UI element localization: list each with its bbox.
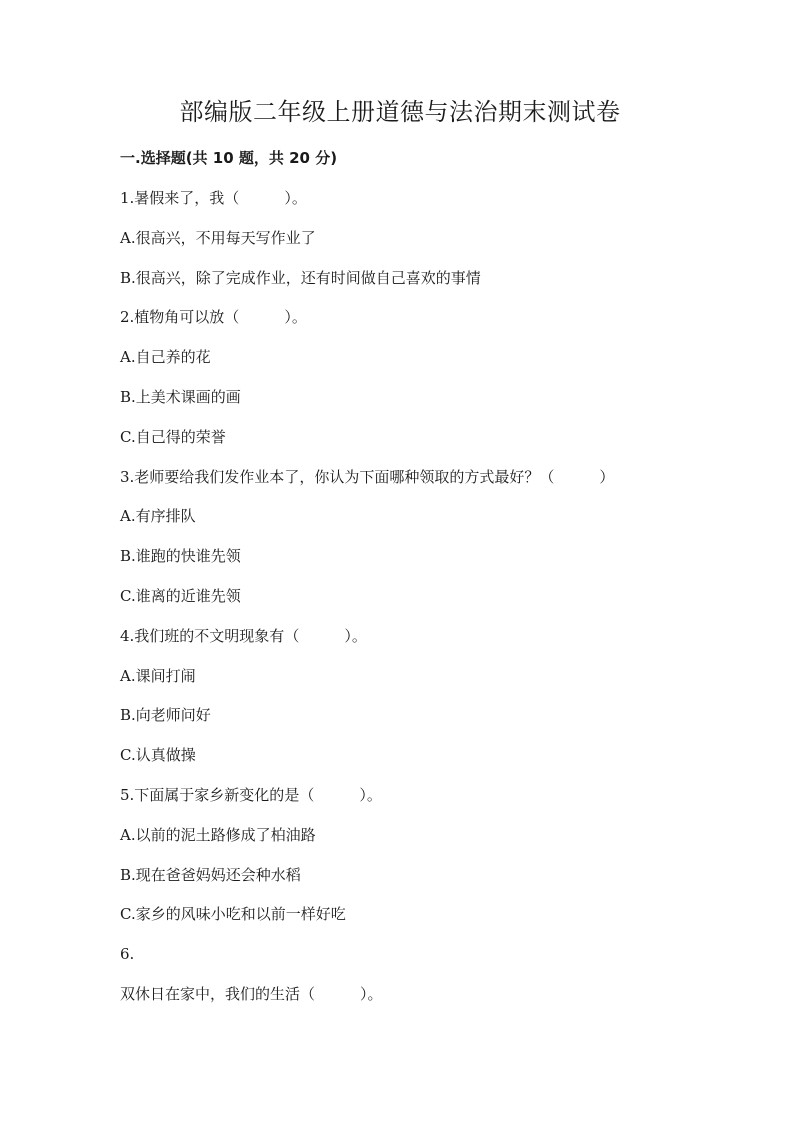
- question-2-option-b: B.上美术课画的画: [120, 387, 241, 406]
- section-heading: 一.选择题(共 10 题，共 20 分): [120, 149, 338, 167]
- question-3-text: 3.老师要给我们发作业本了，你认为下面哪种领取的方式最好？（ ）: [120, 467, 615, 486]
- question-2-option-c: C.自己得的荣誉: [120, 427, 226, 446]
- question-4-option-c: C.认真做操: [120, 746, 196, 765]
- question-6-number: 6.: [120, 945, 135, 964]
- question-3-option-c: C.谁离的近谁先领: [120, 586, 241, 605]
- question-5-option-a: A.以前的泥土路修成了柏油路: [120, 825, 316, 844]
- question-3-option-b: B.谁跑的快谁先领: [120, 547, 241, 566]
- question-1-text: 1.暑假来了，我（ ）。: [120, 189, 307, 207]
- question-4-option-a: A.课间打闹: [120, 666, 196, 685]
- question-2-text: 2.植物角可以放（ ）。: [120, 308, 307, 327]
- question-3-option-a: A.有序排队: [120, 507, 196, 526]
- question-6-text: 双休日在家中，我们的生活（ ）。: [120, 984, 383, 1003]
- question-list: [120, 186, 700, 1022]
- question-2-option-a: A.自己养的花: [120, 348, 211, 367]
- question-5-text: 5.下面属于家乡新变化的是（ ）。: [120, 785, 382, 804]
- page-title: 部编版二年级上册道德与法治期末测试卷: [179, 98, 621, 126]
- question-5-option-b: B.现在爸爸妈妈还会种水稻: [120, 865, 301, 884]
- question-4-text: 4.我们班的不文明现象有（ ）。: [120, 626, 367, 645]
- question-4-option-b: B.向老师问好: [120, 706, 211, 725]
- question-5-option-c: C.家乡的风味小吃和以前一样好吃: [120, 905, 346, 924]
- question-1-option-b: B.很高兴，除了完成作业，还有时间做自己喜欢的事情: [120, 268, 481, 287]
- question-1-option-a: A.很高兴，不用每天写作业了: [120, 228, 316, 247]
